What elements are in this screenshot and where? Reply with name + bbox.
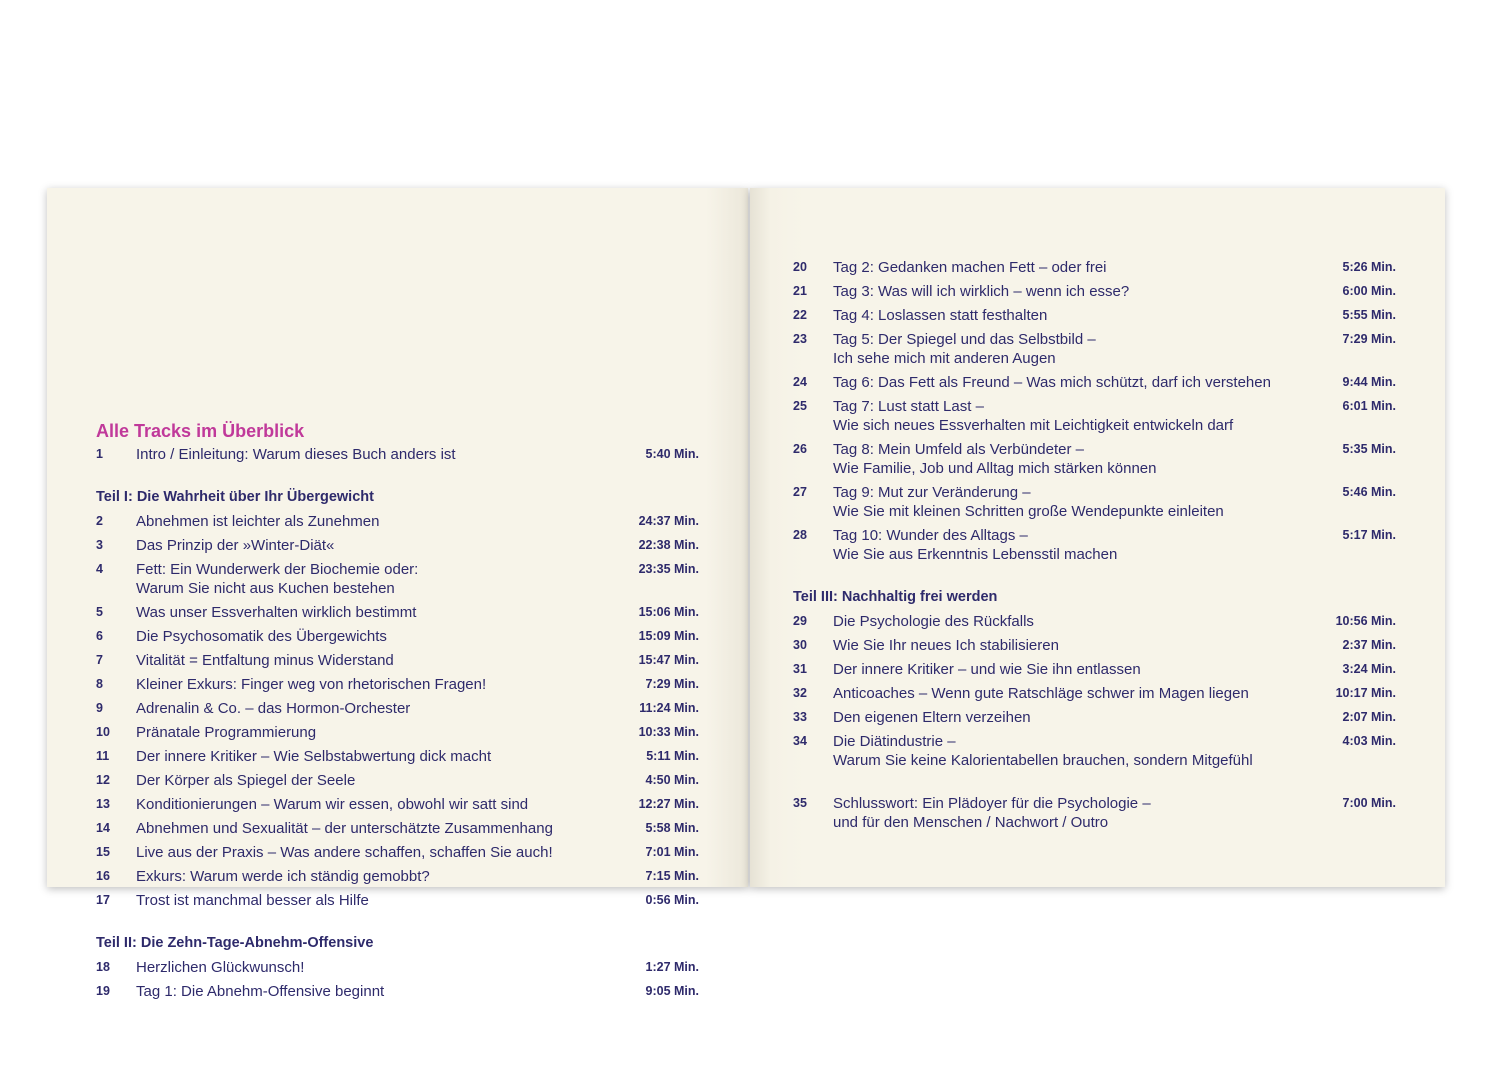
track-number: 25: [793, 399, 807, 413]
track-duration: 23:35 Min.: [638, 562, 699, 576]
track-title: Trost ist manchmal besser als Hilfe: [136, 892, 369, 909]
right-tracklist: [793, 258, 1396, 856]
track-title: Anticoaches – Wenn gute Ratschläge schwer im Magen liegen: [833, 685, 1249, 702]
track-number: 4: [96, 562, 103, 576]
track-section: [793, 588, 1396, 770]
track-duration: 5:55 Min.: [1342, 308, 1396, 322]
track-row: [96, 771, 699, 790]
track-duration: 5:11 Min.: [646, 749, 699, 763]
track-number: 5: [96, 605, 103, 619]
track-section: [96, 488, 699, 910]
track-duration: 22:38 Min.: [638, 538, 699, 552]
track-duration: 6:00 Min.: [1342, 284, 1396, 298]
track-number: 7: [96, 653, 103, 667]
track-row: [793, 794, 1396, 832]
track-duration: 7:29 Min.: [1342, 332, 1396, 346]
track-row: [793, 732, 1396, 770]
track-duration: 7:15 Min.: [645, 869, 699, 883]
track-row: [793, 440, 1396, 478]
track-row: [96, 891, 699, 910]
track-title: Tag 7: Lust statt Last – Wie sich neues Essverhalten mit Leichtigkeit entwickeln darf: [833, 398, 1234, 434]
track-number: 30: [793, 638, 807, 652]
track-number: 14: [96, 821, 110, 835]
track-number: 19: [96, 984, 110, 998]
track-duration: 10:17 Min.: [1335, 686, 1396, 700]
track-number: 10: [96, 725, 110, 739]
track-duration: 2:37 Min.: [1342, 638, 1396, 652]
track-title: Intro / Einleitung: Warum dieses Buch anders ist: [136, 446, 456, 463]
track-duration: 9:44 Min.: [1342, 375, 1396, 389]
track-row: [96, 819, 699, 838]
track-title: Der innere Kritiker – Wie Selbstabwertung dick macht: [136, 748, 492, 765]
track-title: Tag 9: Mut zur Veränderung – Wie Sie mit kleinen Schritten große Wendepunkte einleiten: [833, 484, 1224, 520]
track-duration: 15:06 Min.: [638, 605, 699, 619]
track-number: 16: [96, 869, 110, 883]
track-number: 21: [793, 284, 807, 298]
track-duration: 5:58 Min.: [645, 821, 699, 835]
track-duration: 2:07 Min.: [1342, 710, 1396, 724]
track-duration: 15:09 Min.: [638, 629, 699, 643]
track-duration: 7:00 Min.: [1342, 796, 1396, 810]
track-row: [96, 627, 699, 646]
track-number: 33: [793, 710, 807, 724]
track-row: [793, 397, 1396, 435]
track-duration: 5:46 Min.: [1342, 485, 1396, 499]
page-title: Alle Tracks im Überblick: [96, 421, 305, 441]
track-number: 27: [793, 485, 807, 499]
track-title: Konditionierungen – Warum wir essen, obwohl wir satt sind: [136, 796, 529, 813]
track-duration: 15:47 Min.: [638, 653, 699, 667]
track-row: [793, 612, 1396, 631]
track-duration: 24:37 Min.: [638, 514, 699, 528]
track-row: [793, 306, 1396, 325]
track-number: 8: [96, 677, 103, 691]
track-duration: 12:27 Min.: [638, 797, 699, 811]
section-heading: Teil III: Nachhaltig frei werden: [793, 589, 998, 605]
track-title: Der innere Kritiker – und wie Sie ihn entlassen: [833, 661, 1141, 678]
track-title: Herzlichen Glückwunsch!: [136, 959, 305, 976]
track-row: [96, 536, 699, 555]
track-duration: 5:26 Min.: [1342, 260, 1396, 274]
track-number: 22: [793, 308, 807, 322]
track-number: 11: [96, 749, 110, 763]
track-title: Tag 8: Mein Umfeld als Verbündeter – Wie Familie, Job und Alltag mich stärken können: [833, 441, 1157, 477]
track-number: 15: [96, 845, 110, 859]
track-section: [793, 794, 1396, 832]
track-title: Tag 6: Das Fett als Freund – Was mich schützt, darf ich verstehen: [833, 374, 1271, 391]
track-title: Abnehmen ist leichter als Zunehmen: [136, 513, 380, 530]
track-duration: 5:40 Min.: [645, 447, 699, 461]
track-number: 12: [96, 773, 110, 787]
track-row: [793, 708, 1396, 727]
track-number: 23: [793, 332, 807, 346]
track-duration: 1:27 Min.: [645, 960, 699, 974]
track-row: [793, 660, 1396, 679]
left-tracklist: [96, 420, 699, 1025]
track-number: 32: [793, 686, 807, 700]
track-title: Kleiner Exkurs: Finger weg von rhetorischen Fragen!: [136, 676, 487, 693]
track-number: 1: [96, 447, 103, 461]
track-title: Exkurs: Warum werde ich ständig gemobbt?: [136, 868, 430, 885]
track-duration: 5:35 Min.: [1342, 442, 1396, 456]
track-row: [96, 445, 699, 464]
track-number: 20: [793, 260, 807, 274]
track-section: [96, 934, 699, 1001]
track-row: [793, 684, 1396, 703]
track-row: [96, 843, 699, 862]
section-heading: Teil I: Die Wahrheit über Ihr Übergewicht: [96, 489, 374, 505]
track-number: 13: [96, 797, 110, 811]
track-duration: 5:17 Min.: [1342, 528, 1396, 542]
track-row: [96, 747, 699, 766]
track-duration: 10:56 Min.: [1335, 614, 1396, 628]
right-booklet-page: [750, 188, 1445, 887]
track-number: 24: [793, 375, 807, 389]
track-row: [96, 603, 699, 622]
track-title: Die Diätindustrie – Warum Sie keine Kalorientabellen brauchen, sondern Mitgefühl: [833, 733, 1253, 769]
track-title: Das Prinzip der »Winter-Diät«: [136, 537, 335, 554]
section-heading: Teil II: Die Zehn-Tage-Abnehm-Offensive: [96, 935, 374, 951]
track-title: Die Psychologie des Rückfalls: [833, 613, 1034, 630]
track-section: [96, 445, 699, 464]
track-duration: 11:24 Min.: [639, 701, 699, 715]
track-row: [793, 483, 1396, 521]
track-title: Vitalität = Entfaltung minus Widerstand: [136, 652, 394, 669]
track-duration: 7:01 Min.: [645, 845, 699, 859]
track-duration: 0:56 Min.: [645, 893, 699, 907]
track-title: Tag 1: Die Abnehm-Offensive beginnt: [136, 983, 385, 1000]
track-title: Tag 10: Wunder des Alltags – Wie Sie aus Erkenntnis Lebensstil machen: [833, 527, 1118, 563]
track-duration: 4:50 Min.: [645, 773, 699, 787]
track-title: Der Körper als Spiegel der Seele: [136, 772, 356, 789]
track-row: [96, 560, 699, 598]
track-row: [793, 330, 1396, 368]
track-title: Schlusswort: Ein Plädoyer für die Psychologie – und für den Menschen / Nachwort / Outro: [833, 795, 1151, 831]
track-title: Tag 3: Was will ich wirklich – wenn ich esse?: [833, 283, 1130, 300]
track-number: 34: [793, 734, 807, 748]
track-duration: 9:05 Min.: [645, 984, 699, 998]
left-booklet-page: [47, 188, 748, 1000]
track-row: [793, 282, 1396, 301]
track-row: [793, 526, 1396, 564]
track-number: 31: [793, 662, 807, 676]
track-row: [96, 958, 699, 977]
track-title: Pränatale Programmierung: [136, 724, 317, 741]
track-number: 6: [96, 629, 103, 643]
track-duration: 6:01 Min.: [1342, 399, 1396, 413]
track-row: [96, 867, 699, 886]
track-title: Tag 5: Der Spiegel und das Selbstbild – Ich sehe mich mit anderen Augen: [833, 331, 1096, 367]
track-number: 18: [96, 960, 110, 974]
track-row: [793, 373, 1396, 392]
track-number: 9: [96, 701, 103, 715]
track-title: Live aus der Praxis – Was andere schaffen, schaffen Sie auch!: [136, 844, 553, 861]
track-row: [96, 723, 699, 742]
track-title: Wie Sie Ihr neues Ich stabilisieren: [833, 637, 1059, 654]
track-title: Was unser Essverhalten wirklich bestimmt: [136, 604, 417, 621]
track-duration: 10:33 Min.: [638, 725, 699, 739]
track-number: 28: [793, 528, 807, 542]
track-row: [96, 675, 699, 694]
track-number: 29: [793, 614, 807, 628]
track-title: Adrenalin & Co. – das Hormon-Orchester: [136, 700, 411, 717]
track-title: Tag 2: Gedanken machen Fett – oder frei: [833, 259, 1107, 276]
track-row: [793, 636, 1396, 655]
track-duration: 3:24 Min.: [1342, 662, 1396, 676]
track-title: Tag 4: Loslassen statt festhalten: [833, 307, 1048, 324]
track-title: Die Psychosomatik des Übergewichts: [136, 628, 387, 645]
track-number: 3: [96, 538, 103, 552]
track-number: 2: [96, 514, 103, 528]
track-title: Den eigenen Eltern verzeihen: [833, 709, 1031, 726]
track-duration: 4:03 Min.: [1342, 734, 1396, 748]
track-number: 35: [793, 796, 807, 810]
track-row: [96, 795, 699, 814]
track-title: Fett: Ein Wunderwerk der Biochemie oder: Warum Sie nicht aus Kuchen bestehen: [136, 561, 419, 597]
track-row: [96, 512, 699, 531]
track-number: 26: [793, 442, 807, 456]
track-row: [96, 699, 699, 718]
track-row: [96, 651, 699, 670]
track-duration: 7:29 Min.: [645, 677, 699, 691]
track-number: 17: [96, 893, 110, 907]
track-row: [793, 258, 1396, 277]
track-row: [96, 982, 699, 1001]
track-section: [793, 258, 1396, 564]
track-title: Abnehmen und Sexualität – der unterschätzte Zusammenhang: [136, 820, 553, 837]
